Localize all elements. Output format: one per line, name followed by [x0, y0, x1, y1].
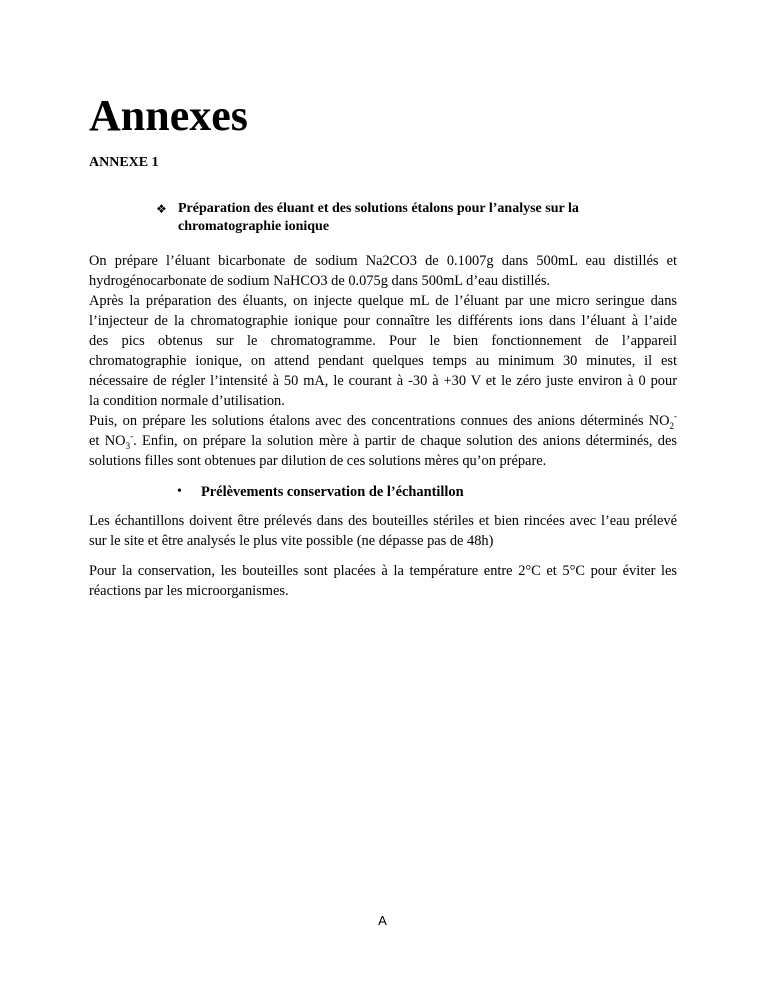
subscript: 3 [125, 440, 131, 451]
paragraph-line [89, 411, 677, 431]
bullet-icon: • [177, 484, 182, 499]
paragraph-text: et NO [89, 433, 126, 449]
paragraph-conservation [89, 561, 677, 601]
paragraph-line: chromatographie ionique, on attend pendant quelques temps au minimum 30 minutes, il est [89, 353, 677, 369]
annex-label: ANNEXE 1 [89, 155, 159, 170]
superscript: - [674, 411, 677, 422]
paragraph-line: la condition normale d’utilisation. [89, 393, 285, 409]
page-number: A [378, 913, 387, 928]
paragraph-text: . Enfin, on prépare la solution mère à partir de chaque solution des anions déterminés, des [133, 433, 677, 449]
section-heading-text: Prélèvements conservation de l’échantillon [201, 484, 464, 500]
paragraph-line: Après la préparation des éluants, on injecte quelque mL de l’éluant par une micro seringue dans [89, 293, 677, 309]
paragraph-line: nécessaire de régler l’intensité à 50 mA, le courant à -30 à +30 V et le zéro juste environ à 0 pour [89, 373, 677, 389]
paragraph-line: hydrogénocarbonate de sodium NaHCO3 de 0.075g dans 500mL d’eau distillés. [89, 273, 551, 289]
paragraph-injection [89, 291, 677, 411]
paragraph-line: l’injecteur de la chromatographie ionique pour connaître les différents ions dans l’éluant à l’aide [89, 313, 677, 329]
paragraph-line: réactions par les microorganismes. [89, 583, 289, 599]
paragraph-line: On prépare l’éluant bicarbonate de sodium Na2CO3 de 0.1007g dans 500mL eau distillés et [89, 253, 677, 269]
paragraph-line: Les échantillons doivent être prélevés dans des bouteilles stériles et bien rincées avec l’eau prélevé [89, 513, 677, 529]
paragraph-line: solutions filles sont obtenues par dilution de ces solutions mères qu’on prépare. [89, 453, 547, 469]
paragraph-sampling [89, 511, 677, 551]
paragraph-line: Pour la conservation, les bouteilles sont placées à la température entre 2°C et 5°C pour éviter les [89, 563, 677, 579]
paragraph-line [89, 431, 677, 451]
subscript: 2 [669, 420, 674, 431]
paragraph-line: sur le site et être analysés le plus vite possible (ne dépasse pas de 48h) [89, 533, 494, 549]
paragraph-text: Puis, on prépare les solutions étalons avec des concentrations connues des anions déterminés NO [89, 413, 670, 429]
paragraph-line: des pics obtenus sur le chromatogramme. Pour le bien fonctionnement de l’appareil [89, 333, 677, 349]
paragraph-standards [89, 411, 677, 471]
paragraph-eluant [89, 251, 677, 291]
section-heading-line: Préparation des éluant et des solutions étalons pour l’analyse sur la [178, 201, 579, 216]
section-heading-text [178, 200, 598, 236]
section-heading-line: chromatographie ionique [178, 219, 330, 234]
page-title: Annexes [89, 91, 248, 140]
diamond-bullet-icon: ❖ [156, 202, 167, 216]
superscript: - [130, 431, 134, 442]
